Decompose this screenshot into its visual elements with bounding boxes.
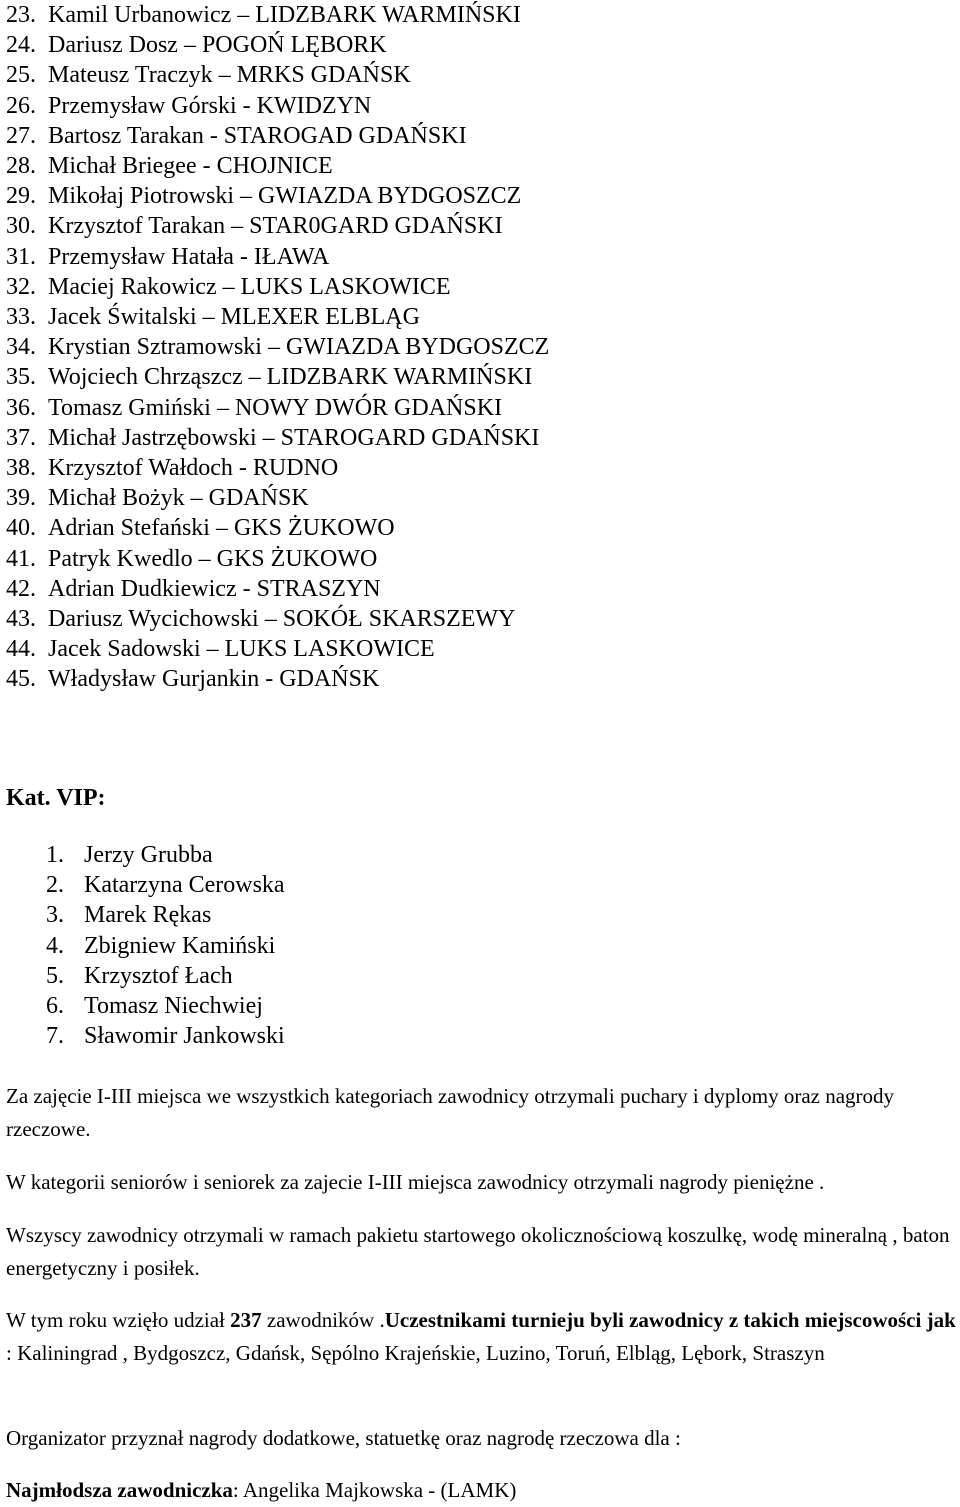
list-item-text: Przemysław Hatała - IŁAWA (48, 243, 330, 270)
list-item-number: 31. (6, 243, 36, 270)
ranking-entry (6, 604, 549, 634)
ranking-entry (6, 362, 549, 392)
participants-localities-label: Uczestnikami turnieju byli zawodnicy z takich miejscowości jak (384, 1308, 956, 1332)
list-item-text: Wojciech Chrząszcz – LIDZBARK WARMIŃSKI (48, 364, 533, 391)
list-item-text: Marek Rękas (84, 902, 212, 929)
list-item-number: 6. (46, 993, 64, 1020)
participants-count: 237 (230, 1308, 262, 1332)
participants-localities-list: : Kaliningrad , Bydgoszcz, Gdańsk, Sępólno Krajeńskie, Luzino, Toruń, Elbląg, Lębork, Straszyn (6, 1340, 825, 1365)
list-item-number: 33. (6, 304, 36, 331)
list-item-text: Władysław Gurjankin - GDAŃSK (48, 666, 380, 693)
additional-awards-paragraph: Organizator przyznał nagrody dodatkowe, statuetkę oraz nagrodę rzeczowa dla : (6, 1426, 681, 1450)
list-item-text: Jacek Świtalski – MLEXER ELBLĄG (48, 304, 420, 331)
list-item-number: 2. (46, 872, 64, 899)
list-item-text: Patryk Kwedlo – GKS ŻUKOWO (48, 545, 378, 572)
list-item-number: 45. (6, 666, 36, 693)
list-item-number: 34. (6, 334, 36, 361)
ranking-entry (6, 453, 549, 483)
list-item-number: 29. (6, 183, 36, 210)
list-item-number: 5. (46, 962, 64, 989)
list-item-number: 27. (6, 122, 36, 149)
vip-entry (46, 931, 285, 961)
list-item-number: 30. (6, 213, 36, 240)
youngest-participant-value: : Angelika Majkowska - (LAMK) (232, 1478, 517, 1502)
ranking-entry (6, 30, 549, 60)
list-item-text: Dariusz Dosz – POGOŃ LĘBORK (48, 32, 387, 59)
participants-text-intro: W tym roku wzięło udział (6, 1308, 231, 1332)
ranking-entry (6, 121, 549, 151)
ranking-entry (6, 272, 549, 302)
list-item-text: Sławomir Jankowski (84, 1023, 285, 1050)
list-item-number: 42. (6, 575, 36, 602)
list-item-text: Przemysław Górski - KWIDZYN (48, 92, 372, 119)
ranking-entry (6, 393, 549, 423)
list-item-number: 37. (6, 424, 36, 451)
list-item-number: 41. (6, 545, 36, 572)
list-item-text: Katarzyna Cerowska (84, 872, 285, 899)
ranking-entry (6, 423, 549, 453)
ranking-entry (6, 544, 549, 574)
list-item-text: Jerzy Grubba (84, 842, 213, 868)
ranking-entry (6, 0, 549, 30)
list-item-text: Jacek Sadowski – LUKS LASKOWICE (48, 636, 435, 663)
vip-list (46, 840, 285, 1051)
list-item-number: 24. (6, 32, 36, 59)
ranking-entry (6, 242, 549, 272)
list-item-number: 25. (6, 62, 36, 89)
ranking-entry (6, 60, 549, 90)
list-item-number: 44. (6, 636, 36, 663)
vip-entry (46, 1021, 285, 1051)
list-item-text: Tomasz Gmiński – NOWY DWÓR GDAŃSKI (48, 394, 503, 421)
list-item-number: 4. (46, 932, 64, 959)
list-item-text: Mikołaj Piotrowski – GWIAZDA BYDGOSZCZ (48, 183, 522, 210)
awards-paragraph: Za zajęcie I-III miejsca we wszystkich kategoriach zawodnicy otrzymali puchary i dyplomy oraz nagrody rzeczowe. (6, 1084, 895, 1141)
list-item-number: 40. (6, 515, 36, 542)
list-item-number: 38. (6, 455, 36, 482)
ranking-entry (6, 211, 549, 241)
ranking-entry (6, 91, 549, 121)
list-item-text: Zbigniew Kamiński (84, 932, 276, 959)
ranking-entry (6, 513, 549, 543)
list-item-text: Krzysztof Łach (84, 962, 233, 989)
vip-entry (46, 991, 285, 1021)
list-item-number: 26. (6, 92, 36, 119)
youngest-participant-paragraph (6, 1474, 956, 1507)
youngest-participant-label: Najmłodsza zawodniczka (6, 1478, 233, 1502)
list-item-number: 1. (46, 842, 64, 868)
list-item-number: 3. (46, 902, 64, 929)
ranking-entry (6, 181, 549, 211)
vip-entry (46, 870, 285, 900)
list-item-text: Bartosz Tarakan - STAROGAD GDAŃSKI (48, 122, 467, 149)
ranking-list (6, 0, 549, 695)
participants-paragraph (6, 1304, 956, 1369)
list-item-text: Adrian Stefański – GKS ŻUKOWO (48, 515, 395, 542)
ranking-entry (6, 302, 549, 332)
list-item-text: Tomasz Niechwiej (84, 993, 263, 1020)
vip-entry (46, 961, 285, 991)
vip-category-heading: Kat. VIP: (6, 785, 106, 811)
list-item-text: Maciej Rakowicz – LUKS LASKOWICE (48, 273, 451, 300)
list-item-text: Adrian Dudkiewicz - STRASZYN (48, 575, 381, 602)
vip-entry (46, 840, 285, 870)
ranking-entry (6, 574, 549, 604)
list-item-text: Michał Briegee - CHOJNICE (48, 153, 333, 180)
list-item-text: Mateusz Traczyk – MRKS GDAŃSK (48, 62, 411, 89)
list-item-text: Krzysztof Wałdoch - RUDNO (48, 455, 339, 482)
list-item-number: 23. (6, 2, 36, 28)
list-item-text: Krzysztof Tarakan – STAR0GARD GDAŃSKI (48, 213, 503, 240)
ranking-entry (6, 483, 549, 513)
participants-text-unit: zawodników . (261, 1308, 385, 1332)
ranking-entry (6, 664, 549, 694)
list-item-text: Kamil Urbanowicz – LIDZBARK WARMIŃSKI (48, 2, 521, 28)
starter-pack-paragraph: Wszyscy zawodnicy otrzymali w ramach pakietu startowego okolicznościową koszulkę, wodę mineralną , baton energetyczny i posiłek. (6, 1223, 950, 1280)
list-item-number: 7. (46, 1023, 64, 1050)
ranking-entry (6, 332, 549, 362)
list-item-number: 32. (6, 273, 36, 300)
vip-entry (46, 900, 285, 930)
list-item-text: Michał Bożyk – GDAŃSK (48, 485, 309, 512)
list-item-number: 39. (6, 485, 36, 512)
list-item-number: 28. (6, 153, 36, 180)
list-item-number: 43. (6, 606, 36, 633)
ranking-entry (6, 151, 549, 181)
list-item-text: Krystian Sztramowski – GWIAZDA BYDGOSZCZ (48, 334, 550, 361)
list-item-number: 36. (6, 394, 36, 421)
list-item-text: Dariusz Wycichowski – SOKÓŁ SKARSZEWY (48, 606, 516, 633)
list-item-text: Michał Jastrzębowski – STAROGARD GDAŃSKI (48, 424, 540, 451)
ranking-entry (6, 634, 549, 664)
list-item-number: 35. (6, 364, 36, 391)
senior-prizes-paragraph: W kategorii seniorów i seniorek za zajecie I-III miejsca zawodnicy otrzymali nagrody pieniężne . (6, 1170, 825, 1194)
